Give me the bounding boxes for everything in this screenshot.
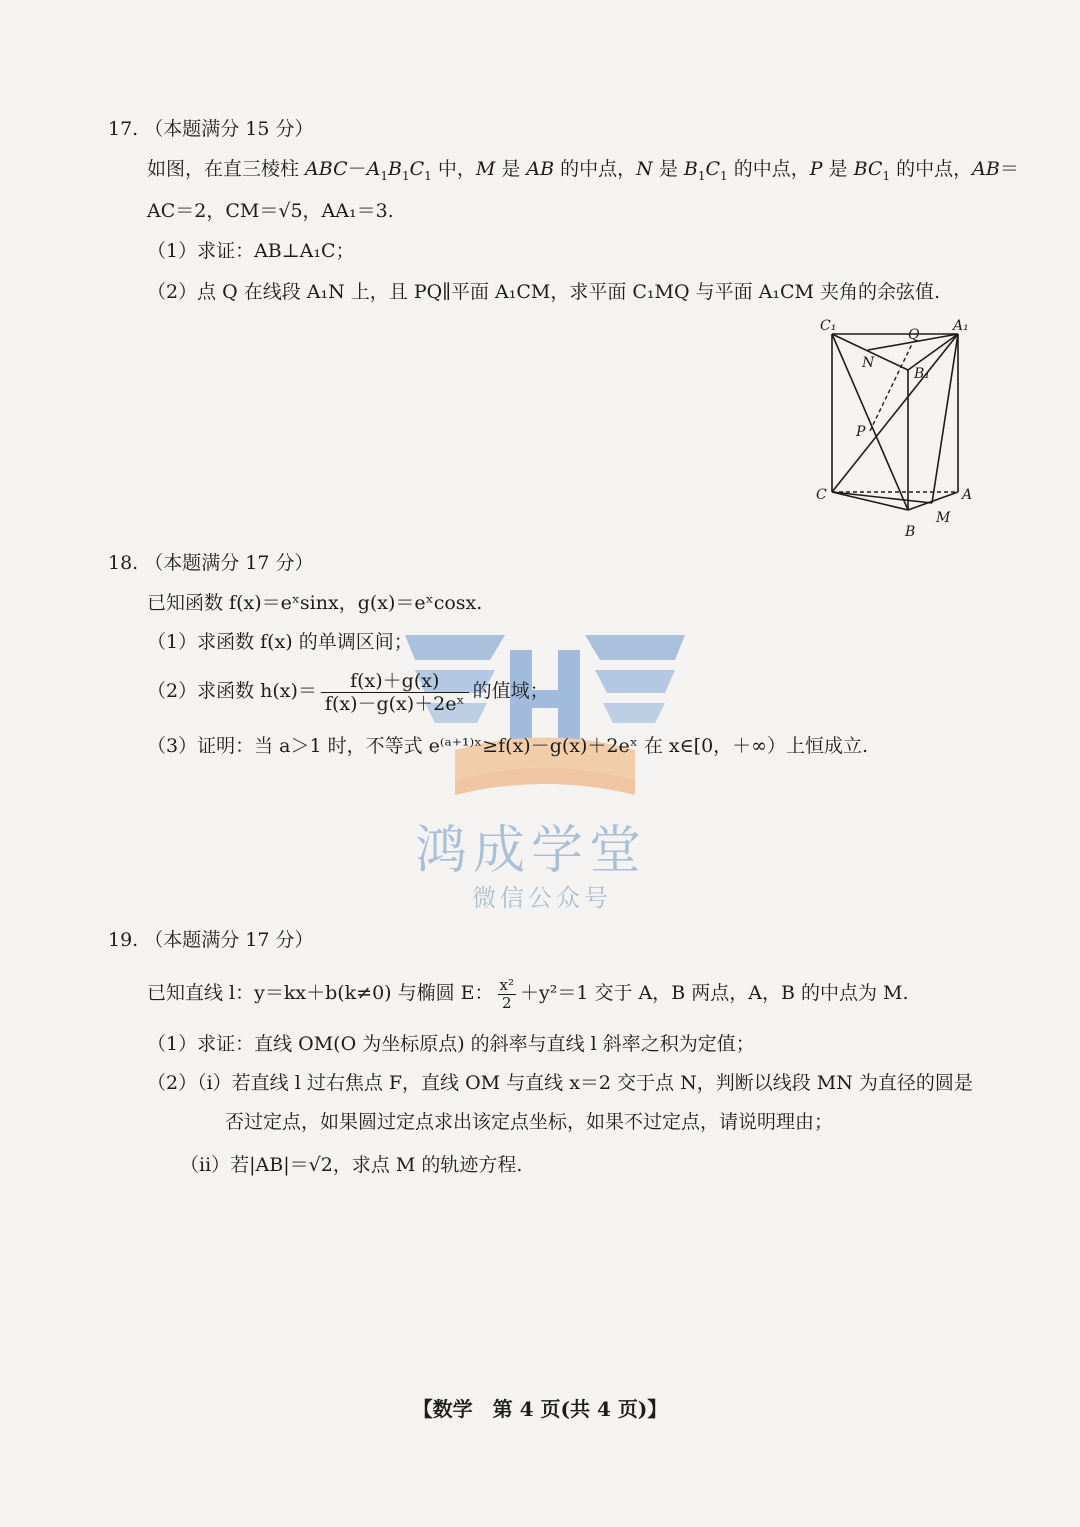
q18-part2 <box>147 668 549 715</box>
label-B1: B₁ <box>914 366 930 382</box>
q19-intro-suffix: ＋y²＝1 交于 A，B 两点，A，B 的中点为 M. <box>520 982 909 1004</box>
q18-fraction-denominator: f(x)－g(x)＋2eˣ <box>324 692 465 715</box>
q19-fraction-numerator: x² <box>499 975 515 994</box>
q19-intro <box>147 970 909 1016</box>
q19-header: 19. （本题满分 17 分） <box>108 929 314 951</box>
label-C: C <box>816 487 827 503</box>
q18-fraction-numerator: f(x)＋g(x) <box>321 670 469 693</box>
page-footer: 【数学 第 4 页(共 4 页)】 <box>412 1397 668 1421</box>
prism-figure <box>810 312 995 547</box>
q19-part2-i-line2: 否过定点，如果圆过定点求出该定点坐标，如果不过定点，请说明理由； <box>225 1111 834 1133</box>
label-A: A <box>962 487 973 503</box>
label-A1: A₁ <box>953 318 969 334</box>
q19-fraction-denominator: 2 <box>502 993 512 1012</box>
q19-part2-i-line1: （2）（ⅰ）若直线 l 过右焦点 F，直线 OM 与直线 x＝2 交于点 N，判断以线段 MN 为直径的圆是 <box>147 1072 973 1094</box>
q18-intro: 已知函数 f(x)＝eˣsinx，g(x)＝eˣcosx. <box>147 592 483 614</box>
q18-part1: （1）求函数 f(x) 的单调区间； <box>147 631 413 653</box>
q18-part3: （3）证明：当 a＞1 时，不等式 e⁽ᵃ⁺¹⁾ˣ≥f(x)－g(x)＋2eˣ 在 x∈[0，＋∞）上恒成立. <box>147 735 869 757</box>
q18-fraction <box>321 670 469 715</box>
q17-part2: （2）点 Q 在线段 A₁N 上，且 PQ∥平面 A₁CM，求平面 C₁MQ 与平面 A₁CM 夹角的余弦值. <box>147 281 941 303</box>
q19-ellipse-fraction <box>498 977 516 1012</box>
q18-part2-suffix: 的值域； <box>472 680 549 702</box>
label-Q: Q <box>908 327 920 343</box>
label-N: N <box>862 355 875 371</box>
label-P: P <box>856 424 866 440</box>
q19-intro-prefix: 已知直线 l：y＝kx＋b(k≠0) 与椭圆 E： <box>147 982 494 1004</box>
q18-header: 18. （本题满分 17 分） <box>108 552 314 574</box>
q17-intro-line2: AC＝2，CM＝√5，AA₁＝3. <box>147 200 394 222</box>
hc-logo-watermark <box>395 615 695 815</box>
label-M: M <box>936 510 951 526</box>
label-C1: C₁ <box>820 318 837 334</box>
q17-header: 17. （本题满分 15 分） <box>108 118 314 140</box>
q17-intro-line1: 如图，在直三棱柱 $ABC-A_1B_1C_1$ 中，M 是 AB 的中点，N 是 $B_1C_1$ 的中点，P 是 $BC_1$ 的中点，AB＝ <box>147 158 1019 183</box>
label-B: B <box>905 524 916 540</box>
q19-part1: （1）求证：直线 OM(O 为坐标原点) 的斜率与直线 l 斜率之积为定值； <box>147 1033 755 1055</box>
q17-part1: （1）求证：AB⊥A₁C； <box>147 240 355 262</box>
q18-part2-prefix: （2）求函数 h(x)＝ <box>147 680 317 702</box>
watermark-subtitle: 微信公众号 <box>472 884 612 912</box>
watermark-brand: 鸿成学堂 <box>415 821 648 881</box>
q19-part2-ii: （ⅱ）若|AB|＝√2，求点 M 的轨迹方程. <box>180 1154 523 1176</box>
